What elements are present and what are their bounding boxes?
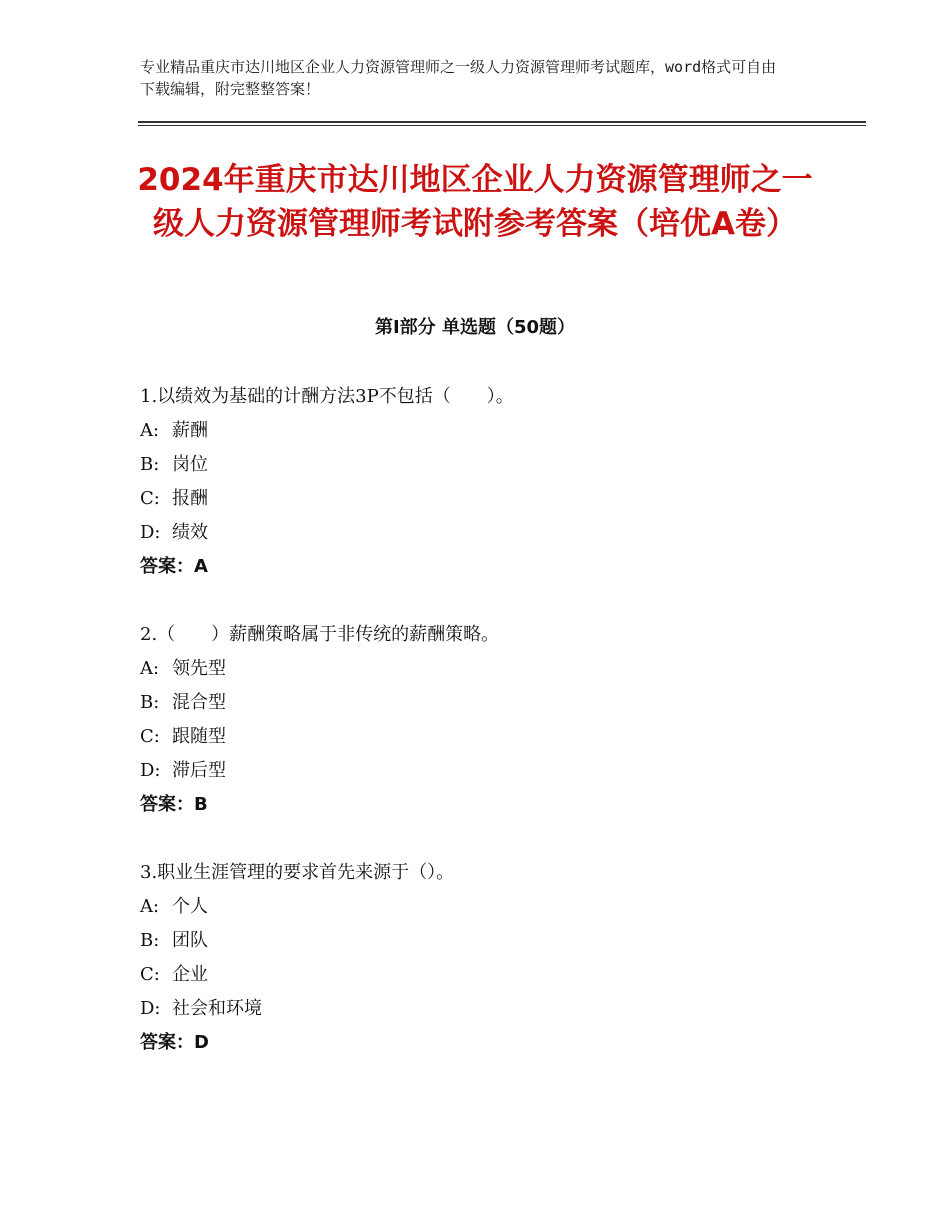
option-letter: D:	[140, 760, 161, 781]
option-text: 跟随型	[172, 726, 226, 747]
question-option	[140, 720, 840, 754]
document-title: 2024年重庆市达川地区企业人力资源管理师之一级人力资源管理师考试附参考答案（培优A卷）	[137, 162, 813, 242]
option-text: 报酬	[172, 488, 208, 509]
question-item	[140, 618, 840, 822]
question-option	[140, 924, 840, 958]
question-option	[140, 754, 840, 788]
option-text: 团队	[172, 930, 208, 951]
option-letter: C:	[140, 726, 160, 747]
header-divider-thin	[138, 125, 866, 126]
option-letter: A:	[140, 896, 160, 917]
question-option	[140, 482, 840, 516]
option-text: 混合型	[172, 692, 226, 713]
option-text: 社会和环境	[172, 998, 262, 1019]
question-option	[140, 686, 840, 720]
option-letter: B:	[140, 454, 160, 475]
option-letter: A:	[140, 420, 160, 441]
section-heading: 第Ⅰ部分 单选题（50题）	[374, 317, 575, 338]
question-option	[140, 448, 840, 482]
question-stem: 3.职业生涯管理的要求首先来源于（）。	[140, 862, 455, 883]
header-note: 专业精品重庆市达川地区企业人力资源管理师之一级人力资源管理师考试题库，word格式可自由下载编辑，附完整整答案！	[140, 58, 777, 98]
question-option	[140, 890, 840, 924]
question-answer: 答案：B	[140, 794, 208, 815]
question-option	[140, 992, 840, 1026]
option-letter: A:	[140, 658, 160, 679]
option-letter: B:	[140, 930, 160, 951]
question-option	[140, 516, 840, 550]
question-stem: 1.以绩效为基础的计酬方法3P不包括（ ）。	[140, 386, 514, 407]
option-text: 企业	[172, 964, 208, 985]
option-text: 个人	[172, 896, 208, 917]
question-list	[140, 380, 840, 1094]
option-text: 滞后型	[172, 760, 226, 781]
option-text: 岗位	[172, 454, 208, 475]
question-answer: 答案：A	[140, 556, 208, 577]
question-item	[140, 856, 840, 1060]
question-option	[140, 958, 840, 992]
option-letter: D:	[140, 998, 161, 1019]
option-letter: D:	[140, 522, 161, 543]
option-letter: B:	[140, 692, 160, 713]
question-option	[140, 414, 840, 448]
header-divider	[138, 121, 866, 123]
question-option	[140, 652, 840, 686]
option-text: 薪酬	[172, 420, 208, 441]
option-letter: C:	[140, 488, 160, 509]
question-answer: 答案：D	[140, 1032, 209, 1053]
option-letter: C:	[140, 964, 160, 985]
question-item	[140, 380, 840, 584]
option-text: 领先型	[172, 658, 226, 679]
option-text: 绩效	[172, 522, 208, 543]
question-stem: 2.（ ）薪酬策略属于非传统的薪酬策略。	[140, 624, 500, 645]
